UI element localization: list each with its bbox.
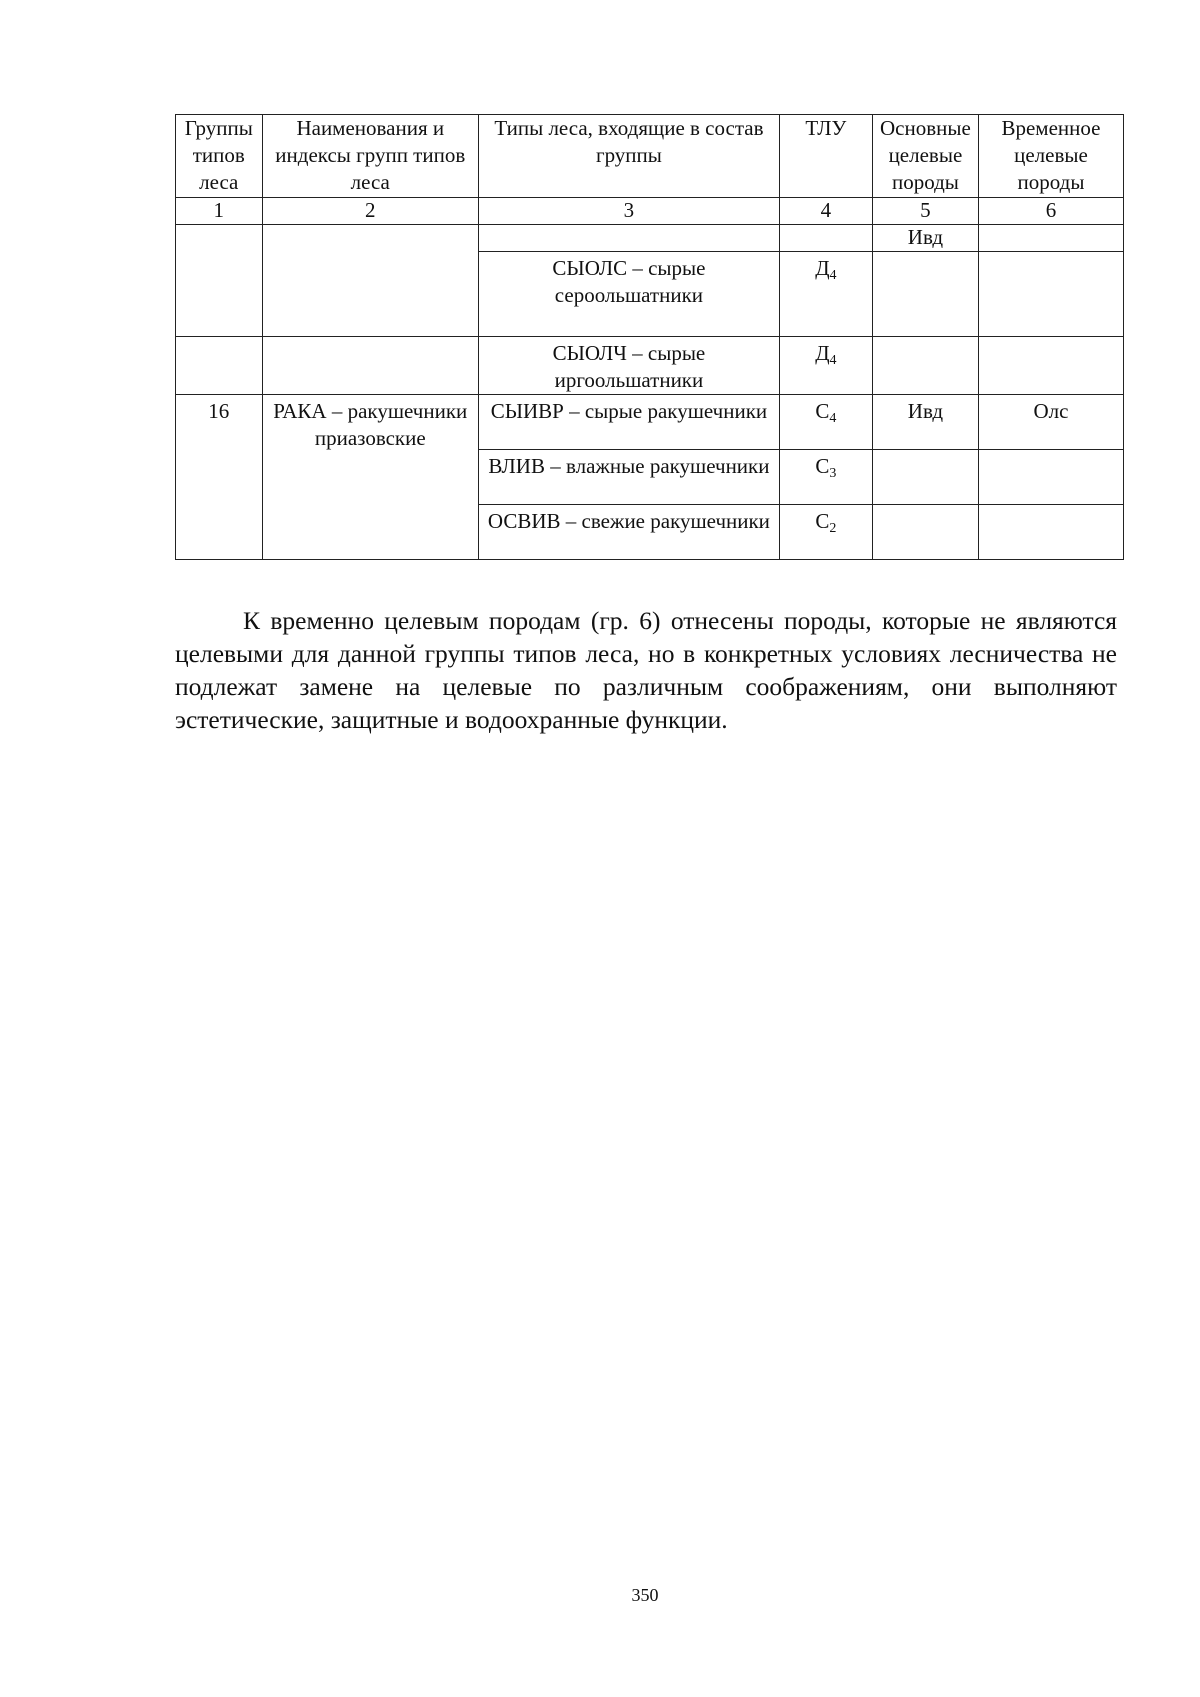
group-cell [176,337,263,395]
group-name: РАКА – ракушечники приазовские [273,399,468,450]
tlu-subscript: 2 [829,521,837,536]
type-cell [479,450,780,505]
column-number: 2 [262,198,478,225]
header-cell: Временное целевые породы [978,115,1123,198]
header-cell: Типы леса, входящие в состав группы [479,115,780,198]
tlu-cell [779,225,872,252]
tlu-subscript: 4 [829,353,837,368]
table-row [176,225,1124,252]
tlu-cell [779,395,872,450]
type-text: ВЛИВ – влажные ракушечники [488,454,770,478]
column-number: 1 [176,198,263,225]
column-number: 5 [872,198,978,225]
header-cell: Группы типов леса [176,115,263,198]
name-cell [262,337,478,395]
tlu-letter: Д [815,341,830,365]
temp-species-cell [978,505,1123,560]
type-cell [479,505,780,560]
main-species-cell [872,337,978,395]
tlu-cell [779,337,872,395]
type-text: СЫИВР – сырые ракушечники [490,399,768,423]
tlu-subscript: 4 [829,411,837,426]
forest-types-table [175,114,1124,560]
tlu-letter: С [815,509,830,533]
tlu-letter: С [815,454,830,478]
table-row [176,395,1124,450]
main-species-cell: Ивд [872,225,978,252]
main-species-cell [872,505,978,560]
header-cell: ТЛУ [779,115,872,198]
type-cell [479,252,780,337]
main-species-text: Ивд [907,399,944,423]
tlu-cell [779,450,872,505]
temp-species-cell [978,337,1123,395]
temp-species-cell [978,225,1123,252]
tlu-cell [779,252,872,337]
header-cell: Наименования и индексы групп типов леса [262,115,478,198]
column-number: 3 [479,198,780,225]
group-cell [176,225,263,337]
tlu-subscript: 3 [829,466,837,481]
group-number: 16 [208,399,230,423]
group-cell [176,395,263,560]
main-species-cell [872,395,978,450]
type-text: СЫОЛЧ – сырые иргоольшатники [552,341,706,392]
name-cell [262,395,478,560]
type-cell [479,395,780,450]
column-number: 4 [779,198,872,225]
table-row [176,337,1124,395]
tlu-subscript: 4 [829,268,837,283]
page-number: 350 [631,1585,659,1605]
temp-species-cell [978,395,1123,450]
type-cell [479,225,780,252]
paragraph-text: К временно целевым породам (гр. 6) отнесены породы, которые не являются целевыми для данной группы типов леса, но в конкретных условиях лесничества не подлежат замене на целевые по различным соображениям, они выполняют эстетические, защитные и водоохранные функции. [175,606,1117,734]
header-cell: Основные целевые породы [872,115,978,198]
temp-species-text: Олс [1033,399,1069,423]
name-cell [262,225,478,337]
temp-species-cell [978,252,1123,337]
tlu-letter: С [815,399,830,423]
type-text: ОСВИВ – свежие ракушечники [487,509,770,533]
tlu-letter: Д [815,256,830,280]
table-header-row [176,115,1124,198]
column-number-row [176,198,1124,225]
body-paragraph [175,604,1117,736]
type-text: СЫОЛС – сырые сероольшатники [552,256,706,307]
main-species-cell [872,450,978,505]
main-species-cell [872,252,978,337]
type-cell [479,337,780,395]
column-number: 6 [978,198,1123,225]
temp-species-cell [978,450,1123,505]
tlu-cell [779,505,872,560]
